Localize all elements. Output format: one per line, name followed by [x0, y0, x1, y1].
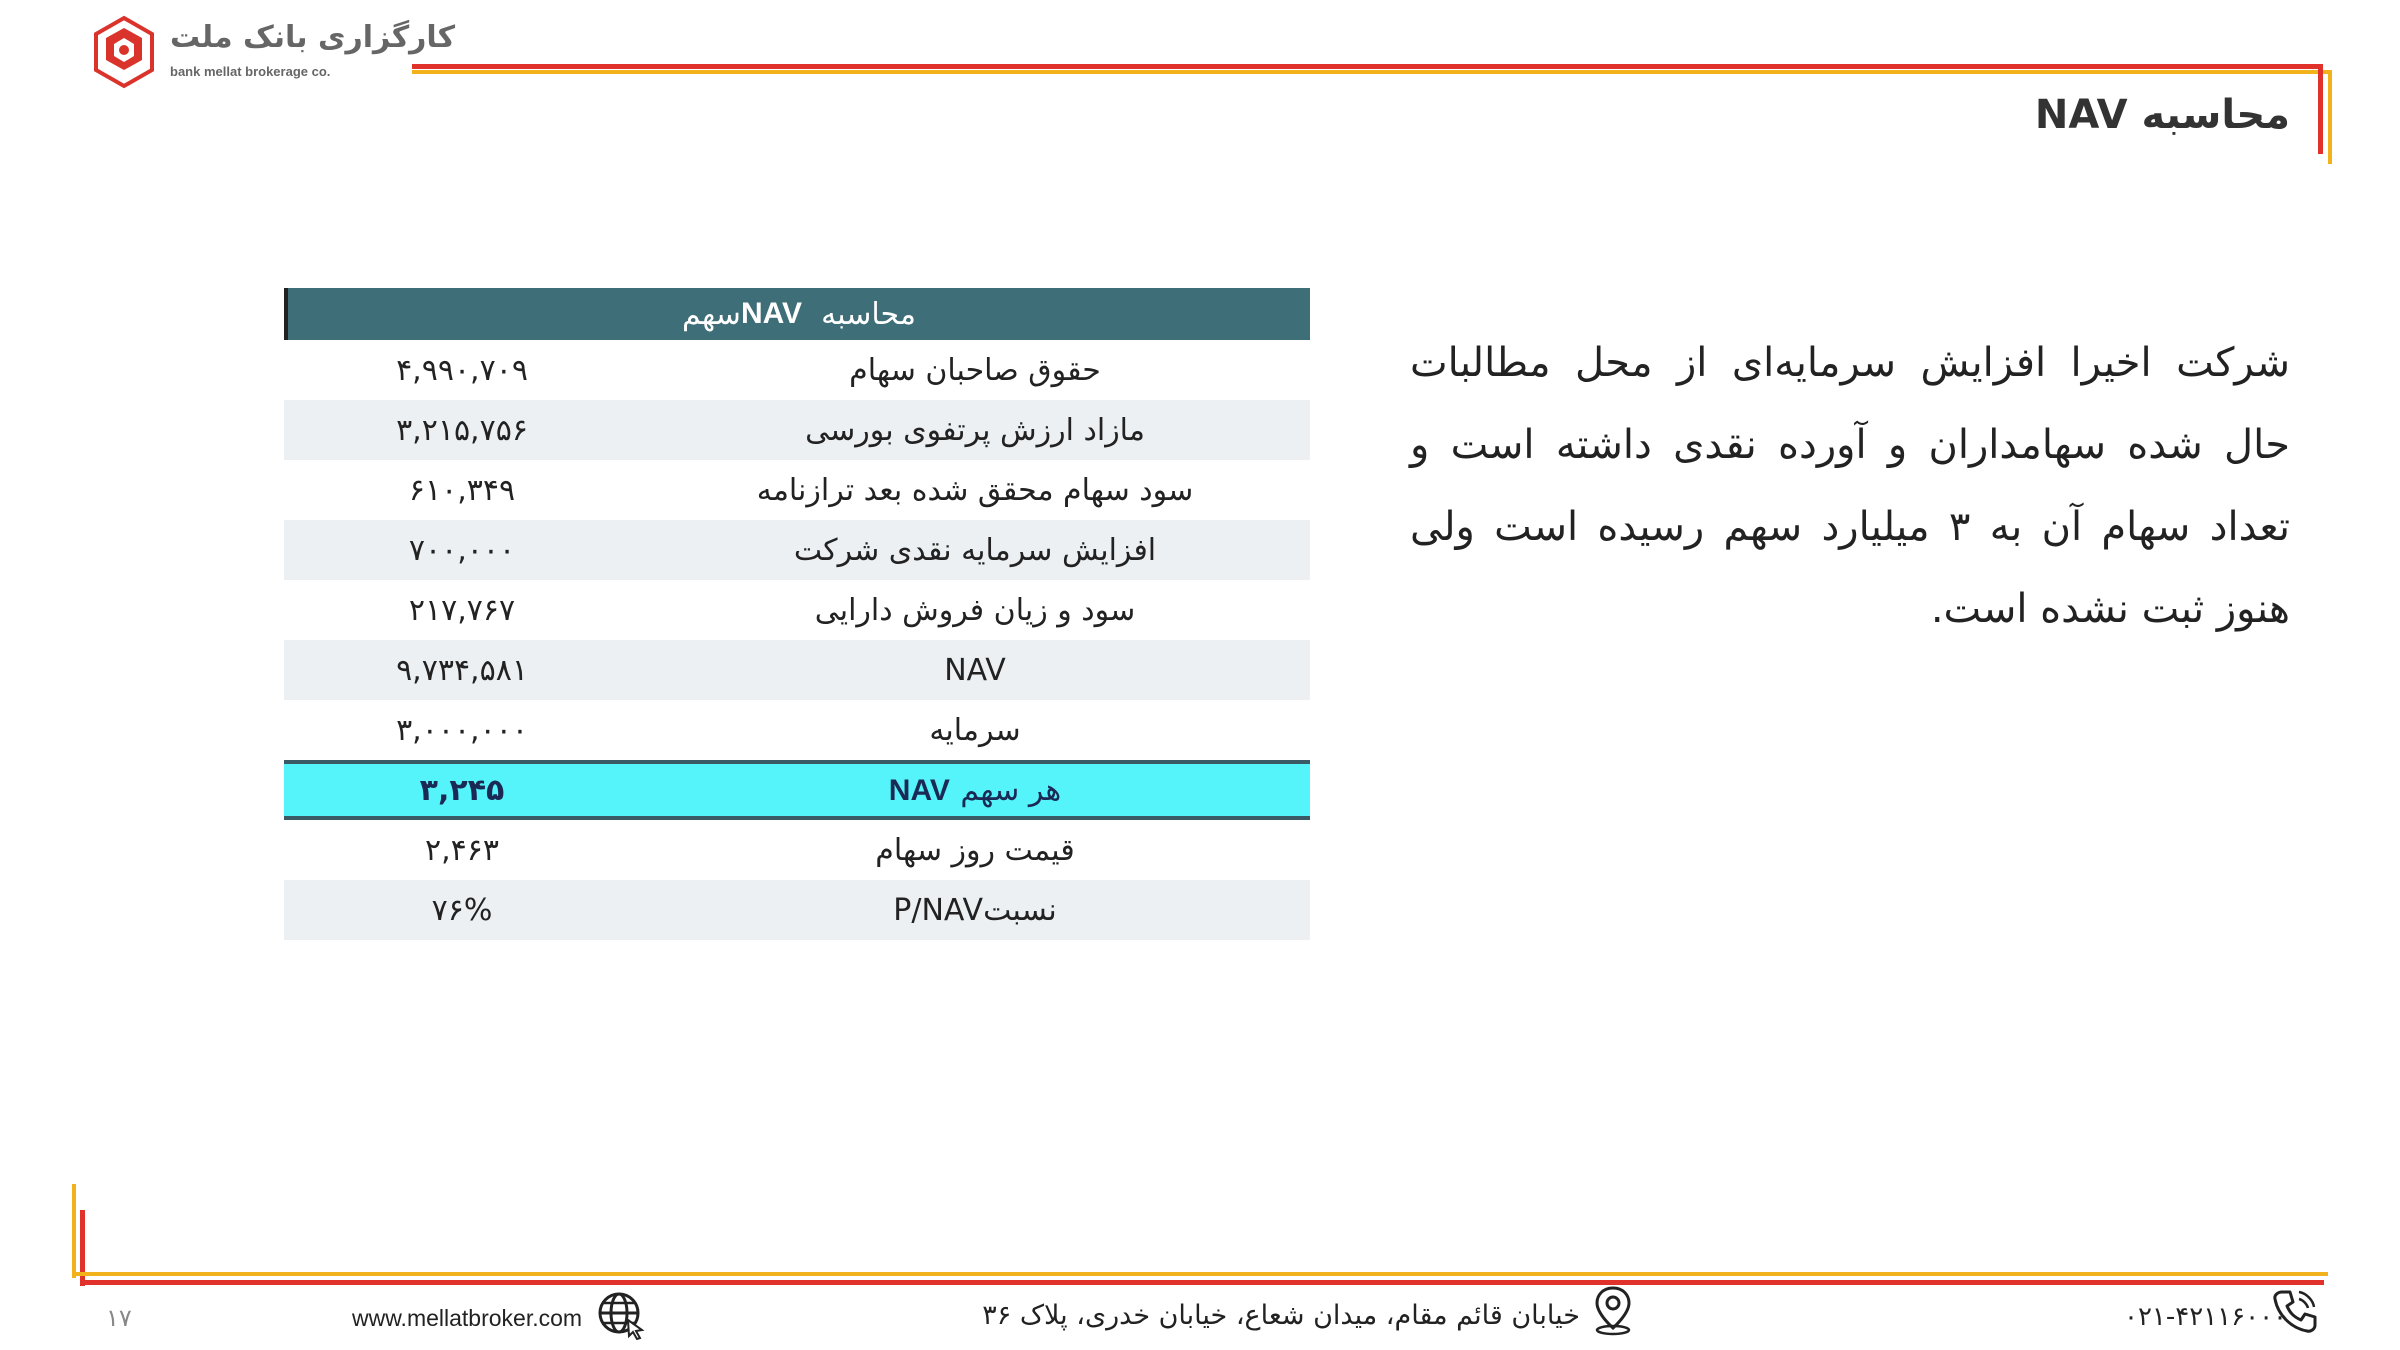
header-yellow-line: [412, 70, 2332, 74]
table-row: [284, 640, 1310, 700]
table-row-highlight: [284, 760, 1310, 820]
logo-subtitle: bank mellat brokerage co.: [170, 64, 331, 79]
table-row: [284, 340, 1310, 400]
row-value: ۶۱۰,۳۴۹: [408, 472, 516, 508]
page-number: ۱۷: [106, 1304, 132, 1332]
row-label: سود سهام محقق شده بعد ترازنامه: [756, 472, 1194, 508]
row-label: مازاد ارزش پرتفوی بورسی: [805, 412, 1145, 448]
page-title: محاسبه NAV: [2034, 92, 2290, 138]
header-red-line: [412, 64, 2322, 69]
row-value: ۷۶%: [431, 892, 493, 928]
row-label: افزایش سرمایه نقدی شرکت: [793, 532, 1157, 568]
nav-table: [284, 288, 1310, 940]
highlight-label-bold: NAV: [888, 773, 950, 807]
row-value: ۲۱۷,۷۶۷: [408, 592, 516, 628]
table-header: [284, 288, 1310, 340]
address-text: خیابان قائم مقام، میدان شعاع، خیابان خدری، پلاک ۳۶: [982, 1300, 1580, 1331]
table-row: [284, 520, 1310, 580]
location-pin-icon: [1588, 1284, 1638, 1336]
row-value: ۹,۷۳۴,۵۸۱: [396, 652, 528, 688]
row-value: ۷۰۰,۰۰۰: [408, 532, 516, 568]
footer-yellow-vertical: [72, 1184, 76, 1278]
footer-yellow-line: [76, 1272, 2328, 1276]
globe-icon: [596, 1290, 646, 1340]
row-label: سود و زیان فروش دارایی: [814, 592, 1136, 628]
row-label: سرمایه: [929, 712, 1021, 748]
footer-red-line: [80, 1280, 2324, 1285]
row-value: ۳,۲۱۵,۷۵۶: [396, 412, 528, 448]
table-row: [284, 400, 1310, 460]
logo-mark-icon: [86, 14, 162, 90]
table-header-bold: NAV: [740, 297, 803, 330]
table-row: [284, 460, 1310, 520]
header-red-vertical: [2318, 64, 2323, 154]
table-row: [284, 700, 1310, 760]
website-link[interactable]: www.mellatbroker.com: [352, 1305, 583, 1331]
row-label: قیمت روز سهام: [875, 832, 1075, 868]
row-value: ۳,۰۰۰,۰۰۰: [396, 712, 528, 748]
table-header-prefix: محاسبه: [821, 296, 916, 332]
phone-icon: [2270, 1286, 2320, 1336]
table-header-suffix: سهم: [682, 296, 741, 332]
table-row: [284, 820, 1310, 880]
nav-per-share-label: [640, 773, 1310, 808]
description-paragraph: شرکت اخیرا افزایش سرمایه‌ای از محل مطالبات حال شده سهامداران و آورده نقدی داشته است و تعداد سهام آن به ۳ میلیارد سهم رسیده است ولی هنوز ثبت نشده است.: [1410, 340, 2290, 632]
brand-logo: [86, 14, 456, 90]
header-yellow-vertical: [2328, 70, 2332, 164]
highlight-label-prefix: هر سهم: [960, 772, 1062, 808]
row-value: ۲,۴۶۳: [425, 832, 499, 868]
row-label: NAV: [944, 652, 1006, 688]
nav-per-share-value: ۳,۲۴۵: [419, 772, 505, 808]
row-label: حقوق صاحبان سهام: [849, 352, 1101, 388]
row-label: نسبتP/NAV: [893, 892, 1057, 928]
table-row: [284, 880, 1310, 940]
row-value: ۴,۹۹۰,۷۰۹: [396, 352, 528, 388]
phone-number[interactable]: ۰۲۱-۴۲۱۱۶۰۰۰: [2124, 1302, 2287, 1332]
logo-title: کارگزاری بانک ملت: [170, 20, 456, 55]
table-row: [284, 580, 1310, 640]
